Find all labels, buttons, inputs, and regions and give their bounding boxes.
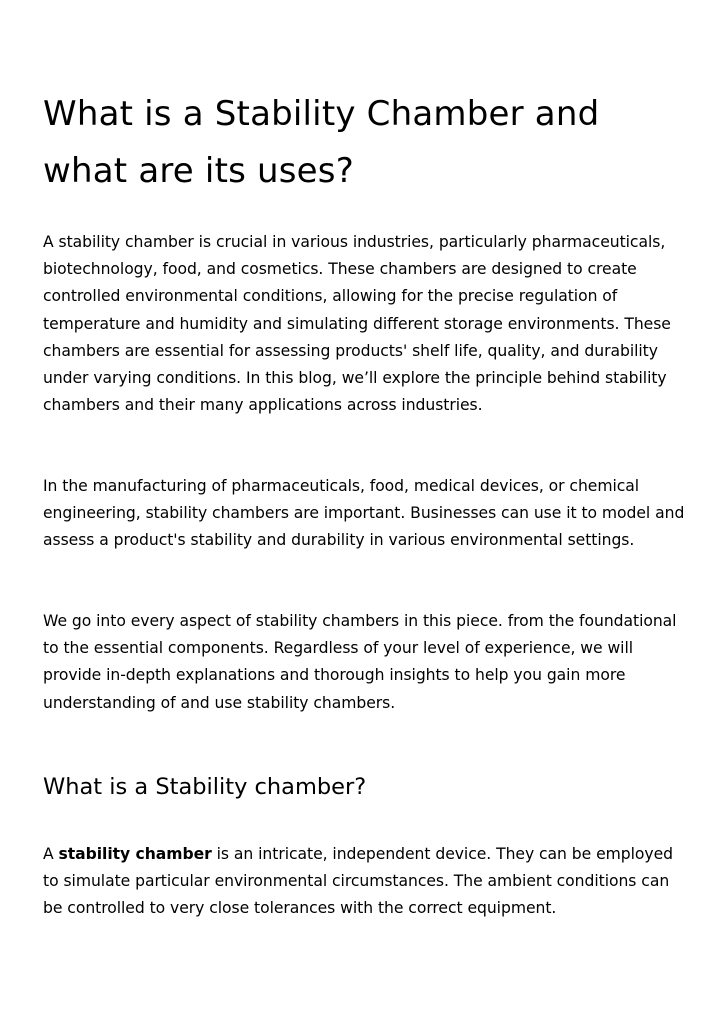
section-paragraph (43, 841, 693, 923)
page-title: What is a Stability Chamber and what are its uses? (43, 94, 600, 191)
intro-paragraph-3: We go into every aspect of stability chambers in this piece. from the foundational to the essential components. Regardless of your level of experience, we will provide in-depth explanations and thorough insights to help you gain more understanding of and use stability chambers. (43, 612, 677, 712)
section-paragraph-prefix: A (43, 845, 59, 863)
section-paragraph-bold-term: stability chamber (58, 845, 212, 863)
section-paragraph-rest: is an intricate, independent device. They can be employed to simulate particular environmental circumstances. The ambient conditions can be controlled to very close tolerances with the correct equipment. (43, 845, 673, 918)
intro-paragraph-2: In the manufacturing of pharmaceuticals, food, medical devices, or chemical engineering, stability chambers are important. Businesses can use it to model and assess a product's stability and durability in various environmental settings. (43, 477, 685, 550)
section-heading: What is a Stability chamber? (43, 774, 367, 800)
intro-paragraph-1: A stability chamber is crucial in various industries, particularly pharmaceuticals, biotechnology, food, and cosmetics. These chambers are designed to create controlled environmental conditions, allowing for the precise regulation of temperature and humidity and simulating different storage environments. These chambers are essential for assessing products' shelf life, quality, and durability under varying conditions. In this blog, we’ll explore the principle behind stability chambers and their many applications across industries. (43, 233, 671, 415)
